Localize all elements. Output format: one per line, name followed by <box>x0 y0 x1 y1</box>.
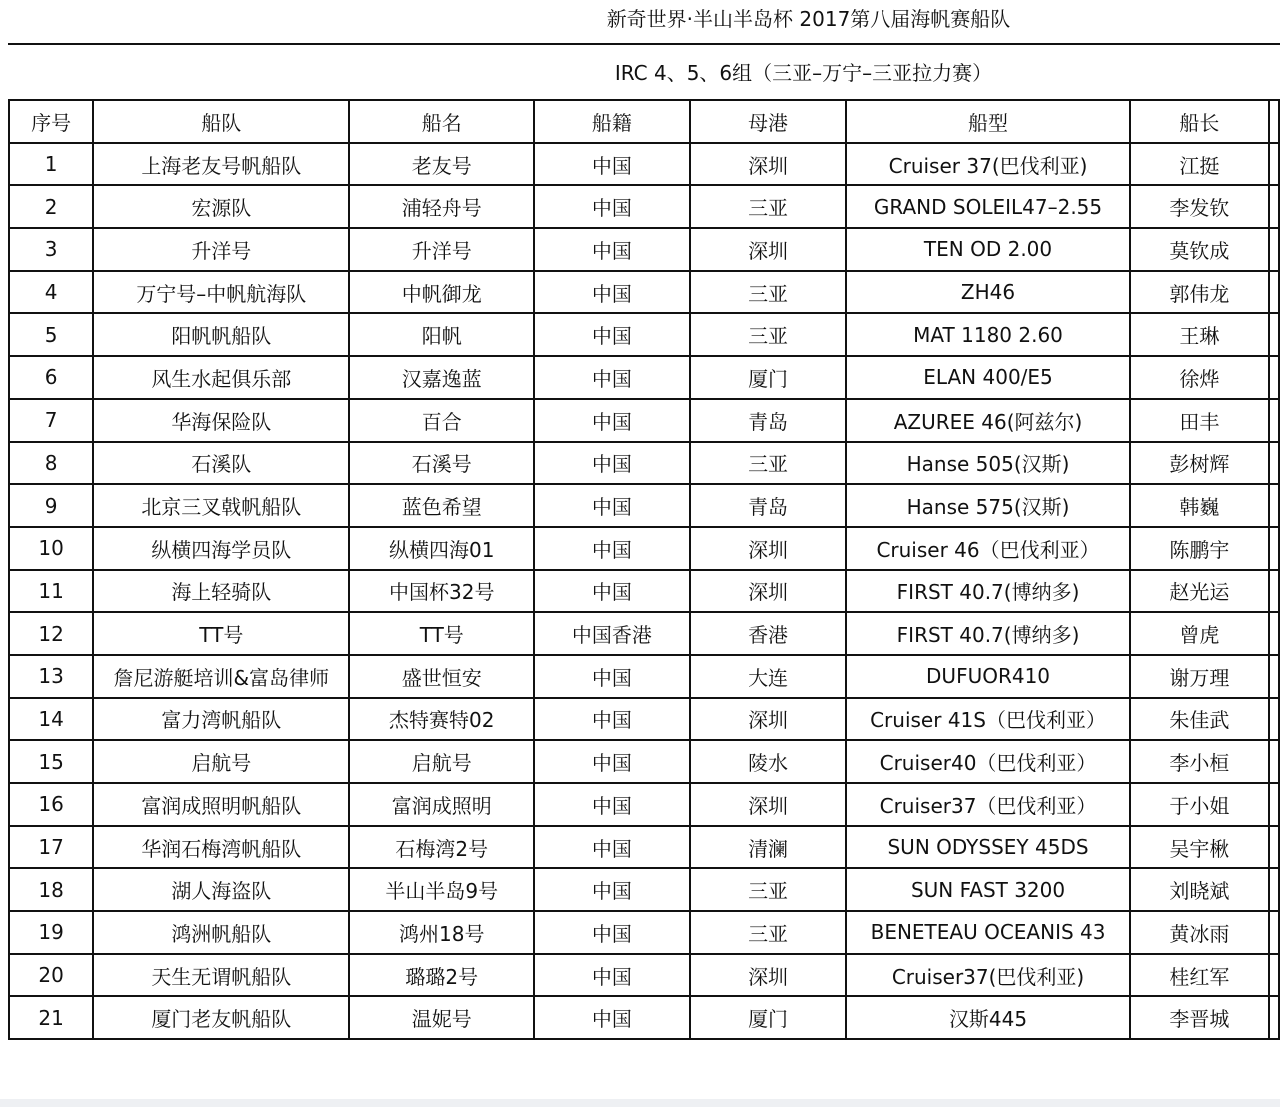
cell-skipper: 吴宇楸 <box>1130 826 1270 869</box>
cell-boat-model: Cruiser40（巴伐利亚） <box>846 740 1129 783</box>
cell-boat-name: 启航号 <box>349 740 534 783</box>
table-row <box>9 954 1279 997</box>
cell-team: 华润石梅湾帆船队 <box>93 826 349 869</box>
cell-boat-name: 杰特赛特02 <box>349 698 534 741</box>
cell-registry: 中国 <box>534 868 690 911</box>
cell-skipper: 黄冰雨 <box>1130 911 1270 954</box>
cell-home-port: 三亚 <box>690 911 847 954</box>
cell-boat-name: 盛世恒安 <box>349 655 534 698</box>
cell-team: TT号 <box>93 612 349 655</box>
cell-home-port: 深圳 <box>690 954 847 997</box>
cell-overflow <box>1269 570 1279 613</box>
cell-registry: 中国香港 <box>534 612 690 655</box>
cell-skipper: 于小姐 <box>1130 783 1270 826</box>
cell-boat-model: SUN FAST 3200 <box>846 868 1129 911</box>
cell-skipper: 李小桓 <box>1130 740 1270 783</box>
table-row <box>9 271 1279 314</box>
cell-overflow <box>1269 313 1279 356</box>
cell-skipper: 李晋城 <box>1130 996 1270 1039</box>
header-home-port: 母港 <box>690 100 847 143</box>
cell-overflow <box>1269 442 1279 485</box>
cell-index: 15 <box>9 740 93 783</box>
cell-boat-name: 璐璐2号 <box>349 954 534 997</box>
cell-home-port: 深圳 <box>690 698 847 741</box>
cell-index: 5 <box>9 313 93 356</box>
cell-team: 詹尼游艇培训&富岛律师 <box>93 655 349 698</box>
table-row <box>9 740 1279 783</box>
table-row <box>9 228 1279 271</box>
cell-boat-name: 鸿州18号 <box>349 911 534 954</box>
cell-team: 海上轻骑队 <box>93 570 349 613</box>
cell-skipper: 谢万理 <box>1130 655 1270 698</box>
cell-overflow <box>1269 271 1279 314</box>
cell-boat-model: MAT 1180 2.60 <box>846 313 1129 356</box>
header-boat-name: 船名 <box>349 100 534 143</box>
cell-registry: 中国 <box>534 143 690 186</box>
cell-boat-name: 蓝色希望 <box>349 484 534 527</box>
cell-boat-name: 中帆御龙 <box>349 271 534 314</box>
cell-boat-model: BENETEAU OCEANIS 43 <box>846 911 1129 954</box>
cell-registry: 中国 <box>534 356 690 399</box>
cell-index: 20 <box>9 954 93 997</box>
table-row <box>9 698 1279 741</box>
cell-home-port: 大连 <box>690 655 847 698</box>
cell-skipper: 刘晓斌 <box>1130 868 1270 911</box>
cell-index: 6 <box>9 356 93 399</box>
cell-boat-model: Cruiser 41S（巴伐利亚） <box>846 698 1129 741</box>
cell-index: 12 <box>9 612 93 655</box>
cell-overflow <box>1269 698 1279 741</box>
cell-boat-name: 半山半岛9号 <box>349 868 534 911</box>
cell-registry: 中国 <box>534 228 690 271</box>
cell-boat-model: AZUREE 46(阿兹尔) <box>846 399 1129 442</box>
cell-overflow <box>1269 655 1279 698</box>
cell-home-port: 厦门 <box>690 356 847 399</box>
cell-boat-model: Cruiser37(巴伐利亚) <box>846 954 1129 997</box>
cell-home-port: 清澜 <box>690 826 847 869</box>
cell-index: 3 <box>9 228 93 271</box>
cell-boat-model: Hanse 575(汉斯) <box>846 484 1129 527</box>
cell-boat-model: TEN OD 2.00 <box>846 228 1129 271</box>
cell-boat-model: FIRST 40.7(博纳多) <box>846 570 1129 613</box>
cell-registry: 中国 <box>534 911 690 954</box>
table-row <box>9 570 1279 613</box>
cell-home-port: 三亚 <box>690 442 847 485</box>
cell-team: 启航号 <box>93 740 349 783</box>
header-boat-model: 船型 <box>846 100 1129 143</box>
cell-overflow <box>1269 954 1279 997</box>
cell-home-port: 厦门 <box>690 996 847 1039</box>
table-body <box>9 143 1279 1039</box>
cell-boat-model: GRAND SOLEIL47–2.55 <box>846 185 1129 228</box>
cell-skipper: 桂红军 <box>1130 954 1270 997</box>
table-row <box>9 442 1279 485</box>
table-header-row <box>9 100 1279 143</box>
cell-registry: 中国 <box>534 954 690 997</box>
cell-home-port: 深圳 <box>690 228 847 271</box>
cell-team: 石溪队 <box>93 442 349 485</box>
document-title: 新奇世界·半山半岛杯 2017第八届海帆赛船队 <box>606 7 1011 31</box>
cell-index: 7 <box>9 399 93 442</box>
cell-boat-model: Hanse 505(汉斯) <box>846 442 1129 485</box>
cell-boat-model: Cruiser37（巴伐利亚） <box>846 783 1129 826</box>
cell-overflow <box>1269 783 1279 826</box>
table-row <box>9 527 1279 570</box>
table-row <box>9 484 1279 527</box>
cell-boat-name: 中国杯32号 <box>349 570 534 613</box>
cell-index: 19 <box>9 911 93 954</box>
cell-registry: 中国 <box>534 783 690 826</box>
cell-home-port: 三亚 <box>690 868 847 911</box>
cell-index: 14 <box>9 698 93 741</box>
cell-home-port: 三亚 <box>690 271 847 314</box>
cell-registry: 中国 <box>534 399 690 442</box>
cell-team: 富润成照明帆船队 <box>93 783 349 826</box>
cell-overflow <box>1269 484 1279 527</box>
table-row <box>9 612 1279 655</box>
cell-team: 升洋号 <box>93 228 349 271</box>
cell-registry: 中国 <box>534 740 690 783</box>
cell-index: 11 <box>9 570 93 613</box>
cell-boat-name: 老友号 <box>349 143 534 186</box>
team-roster-table <box>8 99 1280 1040</box>
cell-boat-name: 富润成照明 <box>349 783 534 826</box>
cell-index: 2 <box>9 185 93 228</box>
cell-boat-name: 升洋号 <box>349 228 534 271</box>
cell-skipper: 徐烨 <box>1130 356 1270 399</box>
header-registry: 船籍 <box>534 100 690 143</box>
cell-overflow <box>1269 868 1279 911</box>
cell-registry: 中国 <box>534 313 690 356</box>
cell-index: 1 <box>9 143 93 186</box>
cell-home-port: 青岛 <box>690 484 847 527</box>
cell-registry: 中国 <box>534 996 690 1039</box>
cell-overflow <box>1269 356 1279 399</box>
cell-overflow <box>1269 143 1279 186</box>
document-subtitle: IRC 4、5、6组（三亚–万宁–三亚拉力赛） <box>614 61 993 85</box>
cell-overflow <box>1269 911 1279 954</box>
cell-skipper: 郭伟龙 <box>1130 271 1270 314</box>
cell-home-port: 深圳 <box>690 143 847 186</box>
cell-overflow <box>1269 399 1279 442</box>
cell-team: 北京三叉戟帆船队 <box>93 484 349 527</box>
cell-skipper: 曾虎 <box>1130 612 1270 655</box>
header-skipper: 船长 <box>1130 100 1270 143</box>
cell-team: 阳帆帆船队 <box>93 313 349 356</box>
cell-skipper: 莫钦成 <box>1130 228 1270 271</box>
cell-team: 富力湾帆船队 <box>93 698 349 741</box>
cell-boat-name: 石溪号 <box>349 442 534 485</box>
cell-home-port: 深圳 <box>690 570 847 613</box>
cell-skipper: 王琳 <box>1130 313 1270 356</box>
cell-overflow <box>1269 740 1279 783</box>
cell-team: 鸿洲帆船队 <box>93 911 349 954</box>
cell-team: 湖人海盗队 <box>93 868 349 911</box>
cell-overflow <box>1269 527 1279 570</box>
cell-registry: 中国 <box>534 655 690 698</box>
cell-skipper: 韩巍 <box>1130 484 1270 527</box>
table-row <box>9 399 1279 442</box>
cell-registry: 中国 <box>534 527 690 570</box>
title-divider <box>8 43 1280 45</box>
cell-registry: 中国 <box>534 698 690 741</box>
table-row <box>9 996 1279 1039</box>
cell-boat-name: 纵横四海01 <box>349 527 534 570</box>
cell-skipper: 江挺 <box>1130 143 1270 186</box>
cell-boat-name: 石梅湾2号 <box>349 826 534 869</box>
cell-boat-model: Cruiser 37(巴伐利亚) <box>846 143 1129 186</box>
cell-home-port: 青岛 <box>690 399 847 442</box>
cell-index: 16 <box>9 783 93 826</box>
table-row <box>9 185 1279 228</box>
cell-boat-model: 汉斯445 <box>846 996 1129 1039</box>
cell-index: 21 <box>9 996 93 1039</box>
cell-team: 宏源队 <box>93 185 349 228</box>
cell-overflow <box>1269 612 1279 655</box>
cell-skipper: 李发钦 <box>1130 185 1270 228</box>
cell-skipper: 朱佳武 <box>1130 698 1270 741</box>
cell-skipper: 赵光运 <box>1130 570 1270 613</box>
table-row <box>9 313 1279 356</box>
cell-team: 华海保险队 <box>93 399 349 442</box>
cell-boat-model: SUN ODYSSEY 45DS <box>846 826 1129 869</box>
cell-registry: 中国 <box>534 185 690 228</box>
cell-skipper: 彭树辉 <box>1130 442 1270 485</box>
table-row <box>9 356 1279 399</box>
cell-home-port: 深圳 <box>690 783 847 826</box>
cell-boat-model: ZH46 <box>846 271 1129 314</box>
cell-team: 纵横四海学员队 <box>93 527 349 570</box>
cell-skipper: 田丰 <box>1130 399 1270 442</box>
header-team: 船队 <box>93 100 349 143</box>
cell-team: 风生水起俱乐部 <box>93 356 349 399</box>
cell-boat-name: TT号 <box>349 612 534 655</box>
cell-index: 18 <box>9 868 93 911</box>
cell-index: 8 <box>9 442 93 485</box>
cell-team: 上海老友号帆船队 <box>93 143 349 186</box>
cell-home-port: 三亚 <box>690 185 847 228</box>
cell-registry: 中国 <box>534 484 690 527</box>
cell-boat-model: FIRST 40.7(博纳多) <box>846 612 1129 655</box>
cell-skipper: 陈鹏宇 <box>1130 527 1270 570</box>
bottom-strip <box>0 1099 1280 1107</box>
cell-home-port: 三亚 <box>690 313 847 356</box>
cell-boat-model: DUFUOR410 <box>846 655 1129 698</box>
cell-registry: 中国 <box>534 271 690 314</box>
cell-overflow <box>1269 826 1279 869</box>
cell-boat-model: ELAN 400/E5 <box>846 356 1129 399</box>
cell-registry: 中国 <box>534 570 690 613</box>
cell-home-port: 香港 <box>690 612 847 655</box>
cell-overflow <box>1269 185 1279 228</box>
cell-boat-name: 温妮号 <box>349 996 534 1039</box>
cell-boat-name: 汉嘉逸蓝 <box>349 356 534 399</box>
cell-boat-name: 阳帆 <box>349 313 534 356</box>
cell-team: 天生无谓帆船队 <box>93 954 349 997</box>
cell-team: 厦门老友帆船队 <box>93 996 349 1039</box>
cell-index: 4 <box>9 271 93 314</box>
cell-index: 9 <box>9 484 93 527</box>
table-row <box>9 826 1279 869</box>
cell-registry: 中国 <box>534 826 690 869</box>
cell-home-port: 深圳 <box>690 527 847 570</box>
cell-index: 10 <box>9 527 93 570</box>
table-row <box>9 911 1279 954</box>
cell-boat-name: 浦轻舟号 <box>349 185 534 228</box>
table-row <box>9 143 1279 186</box>
cell-team: 万宁号–中帆航海队 <box>93 271 349 314</box>
table-row <box>9 868 1279 911</box>
table-row <box>9 783 1279 826</box>
cell-boat-model: Cruiser 46（巴伐利亚） <box>846 527 1129 570</box>
cell-registry: 中国 <box>534 442 690 485</box>
cell-overflow <box>1269 228 1279 271</box>
header-index: 序号 <box>9 100 93 143</box>
header-overflow-cell <box>1269 100 1279 143</box>
cell-boat-name: 百合 <box>349 399 534 442</box>
cell-index: 17 <box>9 826 93 869</box>
table-row <box>9 655 1279 698</box>
cell-overflow <box>1269 996 1279 1039</box>
cell-home-port: 陵水 <box>690 740 847 783</box>
cell-index: 13 <box>9 655 93 698</box>
